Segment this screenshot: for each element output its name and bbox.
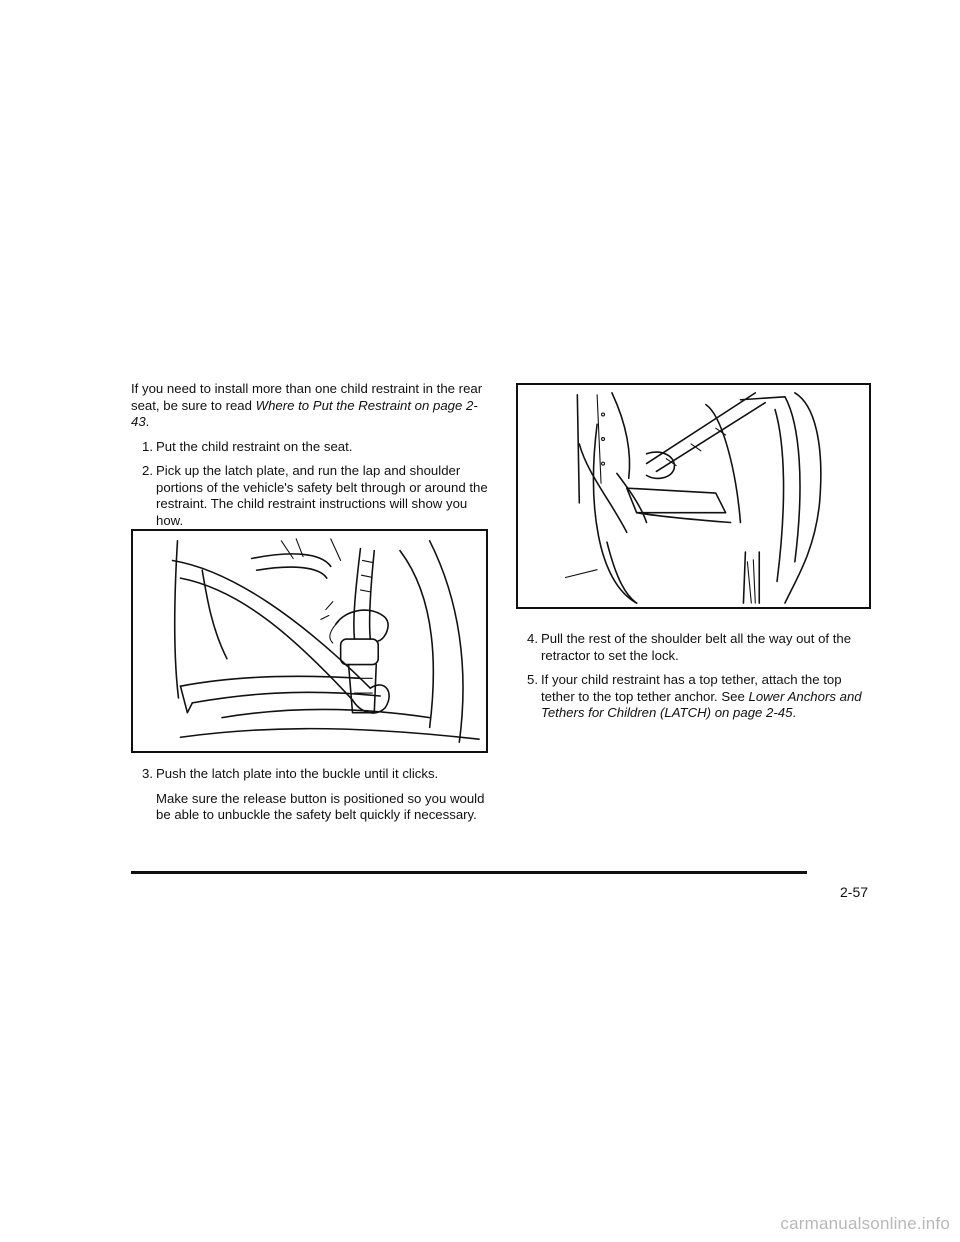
retractor-illustration	[516, 383, 871, 609]
step-1: 1. Put the child restraint on the seat.	[142, 438, 353, 454]
watermark[interactable]: carmanualsonline.info	[780, 1214, 950, 1233]
retractor-illustration-drawing	[518, 385, 869, 607]
footer-rule	[131, 871, 807, 874]
cross-reference-link[interactable]: Lower Anchors and Tethers for Children (LATCH) on page 2-45	[541, 688, 862, 720]
buckle-illustration	[131, 529, 488, 753]
step-5: 5. If your child restraint has a top tether, attach the top tether to the top tether anchor. See Lower Anchors and Tethers for Children (LATCH) on page 2-45.	[527, 672, 862, 720]
right-column	[516, 631, 876, 722]
step-4: 4. Pull the rest of the shoulder belt all the way out of the retractor to set the lock.	[527, 631, 852, 663]
page-number: 2-57	[840, 884, 869, 900]
step-2: 2. Pick up the latch plate, and run the lap and shoulder portions of the vehicle's safety belt through or around the restraint. The child restraint instructions will show you how.	[142, 463, 488, 528]
left-column	[131, 381, 491, 529]
step-3-block	[131, 766, 491, 824]
buckle-illustration-drawing	[133, 531, 486, 751]
step-3: 3. Push the latch plate into the buckle until it clicks.	[142, 766, 439, 781]
intro-paragraph: If you need to install more than one child restraint in the rear seat, be sure to read Where to Put the Restraint on page 2-43.	[131, 381, 483, 429]
step-3-note: Make sure the release button is positioned so you would be able to unbuckle the safety belt quickly if necessary.	[156, 790, 485, 822]
cross-reference-link[interactable]: Where to Put the Restraint on page 2-43	[131, 397, 478, 429]
